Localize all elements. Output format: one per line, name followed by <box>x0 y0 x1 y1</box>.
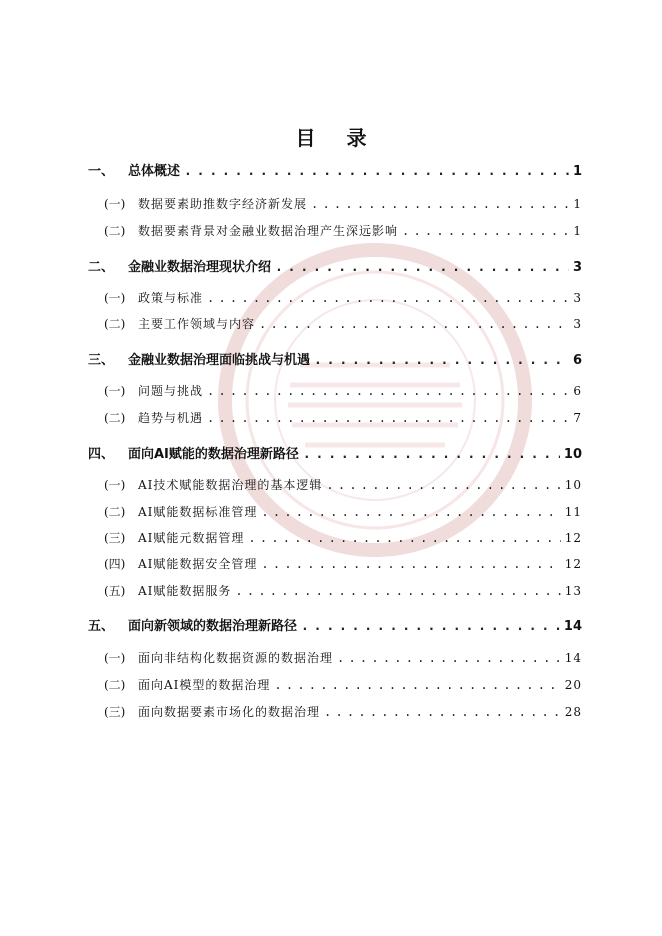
toc-number: (二) <box>104 678 126 692</box>
toc-number: 二、 <box>88 260 115 275</box>
toc-page-number: 12 <box>564 557 582 571</box>
toc-label: 金融业数据治理面临挑战与机遇 <box>128 353 311 368</box>
toc-page-number: 6 <box>572 353 582 368</box>
dot-leader <box>314 353 569 368</box>
toc-label: AI赋能数据安全管理 <box>138 557 258 571</box>
toc-page-number: 14 <box>563 619 582 634</box>
toc-entry-2-2[interactable] <box>104 315 582 332</box>
toc-title: 目 录 <box>295 126 379 150</box>
toc-number: (一) <box>104 197 126 211</box>
toc-number: 三、 <box>88 353 115 368</box>
toc-entry-section-1[interactable] <box>88 160 582 179</box>
toc-label: 面向数据要素市场化的数据治理 <box>138 705 321 719</box>
dot-leader <box>207 411 569 425</box>
toc-page-number: 10 <box>564 478 582 492</box>
toc-label: 面向AI模型的数据治理 <box>138 678 271 692</box>
toc-entry-5-2[interactable] <box>104 676 582 693</box>
toc-label: AI赋能数据服务 <box>138 584 232 598</box>
dot-leader <box>311 197 569 211</box>
toc-entry-4-5[interactable] <box>104 582 582 599</box>
dot-leader <box>303 447 560 462</box>
dot-leader <box>326 478 560 492</box>
toc-page-number: 3 <box>572 260 582 275</box>
toc-page-number: 1 <box>573 224 582 238</box>
toc-label: 趋势与机遇 <box>138 411 204 425</box>
toc-entry-4-1[interactable] <box>104 476 582 493</box>
toc-entry-section-5[interactable] <box>88 615 582 634</box>
toc-entry-4-3[interactable] <box>104 529 582 546</box>
toc-page-number: 3 <box>573 291 582 305</box>
toc-page-number: 28 <box>564 705 582 719</box>
dot-leader <box>207 291 569 305</box>
toc-page-number: 7 <box>573 411 582 425</box>
toc-label: 数据要素助推数字经济新发展 <box>138 197 308 211</box>
toc-label: 面向非结构化数据资源的数据治理 <box>138 651 334 665</box>
toc-number: 一、 <box>88 164 115 179</box>
toc-number: 四、 <box>88 447 115 462</box>
toc-label: 政策与标准 <box>138 291 204 305</box>
dot-leader <box>274 678 560 692</box>
dot-leader <box>261 557 560 571</box>
toc-page-number: 14 <box>564 651 582 665</box>
toc-number: (一) <box>104 651 126 665</box>
toc-label: 数据要素背景对金融业数据治理产生深远影响 <box>138 224 399 238</box>
dot-leader <box>337 651 561 665</box>
toc-number: (二) <box>104 224 126 238</box>
dot-leader <box>259 317 569 331</box>
toc-number: (二) <box>104 317 126 331</box>
dot-leader <box>207 384 569 398</box>
dot-leader <box>275 260 569 275</box>
dot-leader <box>184 164 569 179</box>
toc-entry-1-2[interactable] <box>104 222 582 239</box>
toc-entry-4-4[interactable] <box>104 555 582 572</box>
toc-label: 总体概述 <box>128 164 181 179</box>
toc-number: (一) <box>104 478 126 492</box>
dot-leader <box>261 505 560 519</box>
toc-page-number: 12 <box>564 531 582 545</box>
toc-entry-5-1[interactable] <box>104 649 582 666</box>
toc-entry-1-1[interactable] <box>104 195 582 212</box>
toc-number: (二) <box>104 505 126 519</box>
toc-entry-5-3[interactable] <box>104 703 582 720</box>
toc-page-number: 13 <box>564 584 582 598</box>
toc-label: 面向新领域的数据治理新路径 <box>128 619 298 634</box>
toc-entry-4-2[interactable] <box>104 503 582 520</box>
toc-entry-section-2[interactable] <box>88 256 582 275</box>
toc-label: 问题与挑战 <box>138 384 204 398</box>
toc-number: (一) <box>104 291 126 305</box>
toc-label: AI技术赋能数据治理的基本逻辑 <box>138 478 323 492</box>
dot-leader <box>248 531 560 545</box>
toc-label: 面向AI赋能的数据治理新路径 <box>128 447 299 462</box>
toc-entry-2-1[interactable] <box>104 289 582 306</box>
toc-label: AI赋能数据标准管理 <box>138 505 258 519</box>
toc-number: (一) <box>104 384 126 398</box>
toc-entry-section-4[interactable] <box>88 443 582 462</box>
toc-entry-section-3[interactable] <box>88 349 582 368</box>
toc-page-number: 20 <box>564 678 582 692</box>
toc-entry-3-1[interactable] <box>104 382 582 399</box>
toc-page-number: 11 <box>564 505 582 519</box>
toc-page-number: 6 <box>573 384 582 398</box>
toc-page-number: 10 <box>563 447 582 462</box>
toc-page-number: 1 <box>572 164 582 179</box>
toc-page-number: 1 <box>573 197 582 211</box>
toc-page-number: 3 <box>573 317 582 331</box>
toc-number: (五) <box>104 584 126 598</box>
toc-number: 五、 <box>88 619 115 634</box>
toc-label: 主要工作领域与内容 <box>138 317 256 331</box>
toc-entry-3-2[interactable] <box>104 409 582 426</box>
dot-leader <box>301 619 560 634</box>
toc-number: (二) <box>104 411 126 425</box>
toc-number: (三) <box>104 705 126 719</box>
dot-leader <box>324 705 561 719</box>
dot-leader <box>235 584 560 598</box>
toc-number: (三) <box>104 531 126 545</box>
dot-leader <box>402 224 569 238</box>
toc-label: AI赋能元数据管理 <box>138 531 245 545</box>
toc-label: 金融业数据治理现状介绍 <box>128 260 272 275</box>
toc-number: (四) <box>104 557 126 571</box>
